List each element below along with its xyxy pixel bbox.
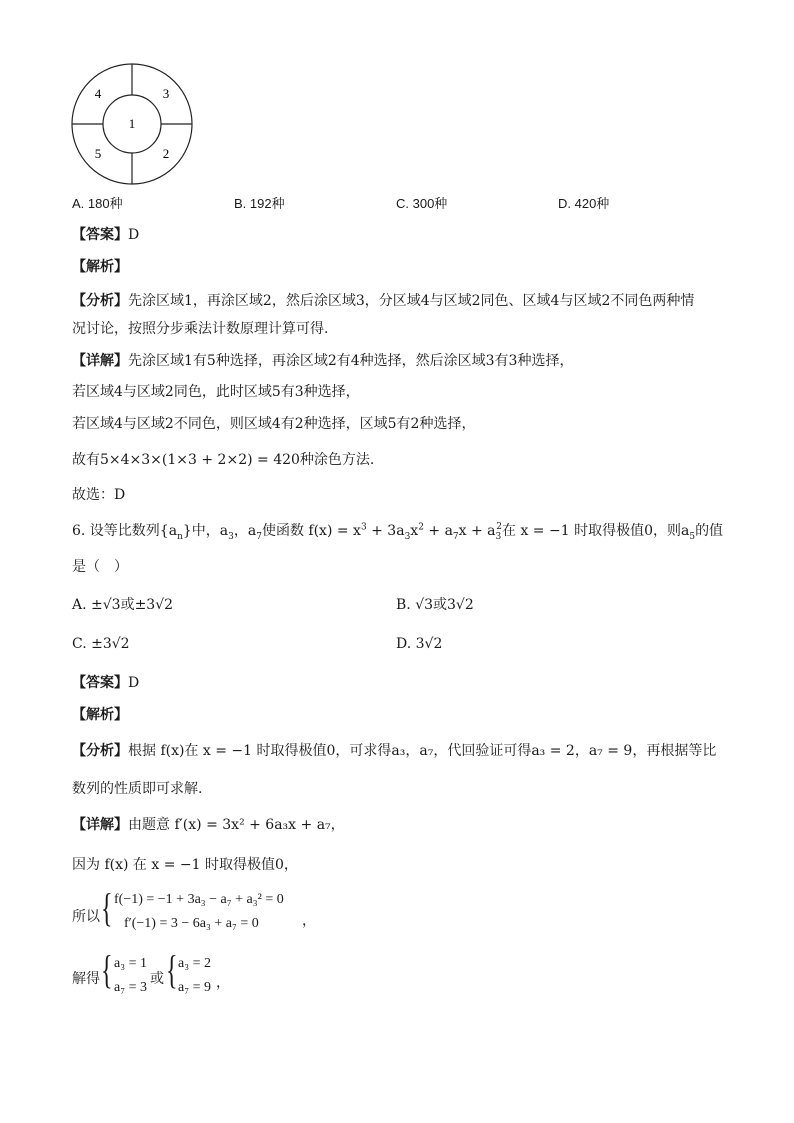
solution-2-a7: a₇ = 9 [178, 980, 211, 995]
fenxi-text: 根据 f(x)在 x = −1 时取得极值0，可求得a₃，a₇，代回验证可得a₃ = 2，a₇ = 9，再根据等比 [128, 743, 717, 759]
answer-tag: 【答案】 [72, 227, 128, 243]
q6-fenxi-line-1 [72, 740, 716, 760]
q5-xiangjie-line-1 [72, 350, 573, 370]
stem-part: 的值 [695, 523, 724, 539]
q6-answer [72, 672, 139, 692]
system-eq-2: f′(−1) = 3 − 6a₃ + a₇ = 0 [124, 916, 259, 931]
analysis-tag: 【解析】 [72, 707, 128, 723]
comma: ， [216, 976, 230, 991]
q5-option-c: C. 300种 [396, 196, 448, 211]
region-label-2: 2 [162, 146, 170, 161]
coloring-region-diagram [70, 62, 194, 186]
answer-value: D [128, 227, 140, 243]
left-brace: { [166, 947, 178, 992]
fenxi-tag: 【分析】 [72, 293, 128, 309]
solution-2-a3: a₃ = 2 [178, 956, 211, 971]
q5-fenxi-line-1 [72, 290, 694, 310]
left-brace: { [101, 947, 113, 992]
fenxi-tag: 【分析】 [72, 743, 128, 759]
stem-part: 在 x = −1 时取得极值0，则a [502, 523, 690, 539]
so-label: 所以 [72, 909, 100, 925]
stem-part: + a [423, 523, 453, 539]
q5-option-a: A. 180种 [72, 196, 123, 211]
stem-part: }中，a [182, 523, 229, 539]
xiangjie-text: 由题意 f′(x) = 3x² + 6a₃x + a₇， [128, 817, 345, 833]
q6-option-b: B. √3或3√2 [396, 597, 474, 613]
q5-option-b: B. 192种 [234, 196, 285, 211]
solution-1-a7: a₇ = 3 [114, 980, 147, 995]
q6-option-c: C. ±3√2 [72, 636, 130, 652]
q5-fenxi-line-2: 况讨论，按照分步乘法计数原理计算可得. [72, 321, 329, 337]
q6-stem-line-1: 6. 设等比数列$\{a_n\}$中，$a_3$，$a_7$使函数 $f(x) = x^3 + 3a_3x^2 + a_7x + a_3^2$在 x = −1 时取得极值0，则$a_5$的值 [72, 522, 724, 542]
stem-part: ，a [233, 523, 257, 539]
region-label-5: 5 [94, 146, 102, 161]
q6-stem-line-2: 是（ ） [72, 559, 128, 575]
stem-part: 6. 设等比数列{a [72, 523, 178, 539]
stem-part: 使函数 f(x) = x [261, 523, 361, 539]
q5-xiangjie-line-4: 故有5×4×3×(1×3 + 2×2) = 420种涂色方法. [72, 452, 375, 468]
q6-analysis-heading [72, 704, 128, 724]
fenxi-text: 先涂区域1，再涂区域2，然后涂区域3，分区域4与区域2同色、区域4与区域2不同色两种情 [128, 293, 695, 309]
analysis-tag: 【解析】 [72, 259, 128, 275]
xiangjie-tag: 【详解】 [72, 817, 128, 833]
q6-option-a: A. ±√3或±3√2 [72, 597, 174, 613]
left-brace: { [101, 885, 113, 930]
q5-xiangjie-line-3: 若区域4与区域2不同色，则区域4有2种选择，区域5有2种选择， [72, 416, 476, 432]
answer-value: D [128, 675, 140, 691]
xiangjie-tag: 【详解】 [72, 353, 128, 369]
system-eq-1: f(−1) = −1 + 3a₃ − a₇ + a₃² = 0 [114, 892, 284, 907]
q6-fenxi-line-2: 数列的性质即可求解. [72, 781, 203, 797]
answer-tag: 【答案】 [72, 675, 128, 691]
stem-part: x + a [458, 523, 496, 539]
q5-conclusion: 故选：D [72, 487, 126, 503]
comma: ， [302, 914, 316, 929]
q5-option-d: D. 420种 [558, 196, 610, 211]
q5-answer [72, 224, 139, 244]
region-label-4: 4 [94, 86, 102, 101]
stem-part: + 3a [366, 523, 405, 539]
region-label-1: 1 [128, 116, 136, 131]
region-label-3: 3 [162, 86, 170, 101]
q6-xiangjie-line-1 [72, 814, 345, 834]
q6-option-d: D. 3√2 [396, 636, 443, 652]
stem-part: x [410, 523, 419, 539]
solve-label: 解得 [72, 971, 100, 987]
q6-xiangjie-line-2: 因为 f(x) 在 x = −1 时取得极值0， [72, 857, 298, 873]
q5-analysis-heading [72, 256, 128, 276]
or-text: 或 [150, 972, 164, 987]
q5-xiangjie-line-2: 若区域4与区域2同色，此时区域5有3种选择， [72, 384, 360, 400]
xiangjie-text: 先涂区域1有5种选择，再涂区域2有4种选择，然后涂区域3有3种选择， [128, 353, 574, 369]
solution-1-a3: a₃ = 1 [114, 956, 147, 971]
